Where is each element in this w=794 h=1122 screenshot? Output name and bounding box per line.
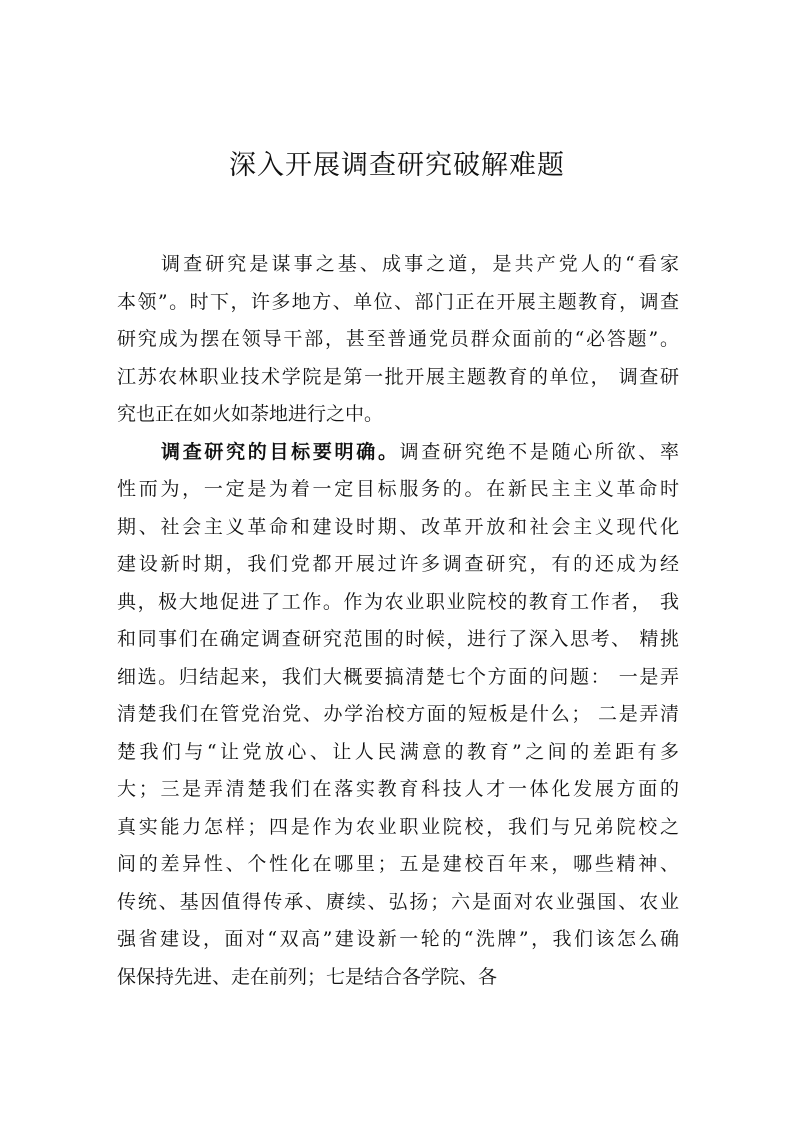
paragraph-line: 保保持先进、走在前列；七是结合各学院、各 [117, 965, 498, 988]
paragraph-line: 性而为，一定是为着一定目标服务的。在新民主主义革命时 [117, 478, 679, 500]
paragraph-2 [117, 434, 679, 997]
paragraph-line: 清楚我们在管党治党、办学治校方面的短板是什么； 二是弄清 [117, 703, 679, 725]
document-body [117, 246, 679, 996]
paragraph-line: 建设新时期，我们党都开展过许多调查研究，有的还成为经 [117, 553, 679, 575]
section-heading: 调查研究的目标要明确。 [161, 440, 400, 463]
paragraph-line: 调查研究是谋事之基、成事之道，是共产党人的“看家 [161, 253, 679, 275]
document-title: 深入开展调查研究破解难题 [229, 150, 565, 181]
paragraph-line: 和同事们在确定调查研究范围的时候，进行了深入思考、 精挑 [117, 628, 679, 650]
paragraph-line: 江苏农林职业技术学院是第一批开展主题教育的单位， 调查研 [117, 365, 679, 388]
paragraph-line: 本领”。时下，许多地方、单位、部门正在开展主题教育，调查 [117, 290, 679, 313]
paragraph-line: 传统、基因值得传承、赓续、弘扬；六是面对农业强国、农业 [117, 890, 679, 913]
paragraph-line: 强省建设，面对“双高”建设新一轮的“洗牌”，我们该怎么确 [117, 928, 679, 950]
paragraph-line: 真实能力怎样；四是作为农业职业院校，我们与兄弟院校之 [117, 815, 679, 838]
paragraph-line: 大；三是弄清楚我们在落实教育科技人才一体化发展方面的 [117, 778, 679, 800]
paragraph-line: 期、社会主义革命和建设时期、改革开放和社会主义现代化 [117, 515, 679, 538]
paragraph-line: 间的差异性、个性化在哪里；五是建校百年来，哪些精神、 [117, 853, 679, 875]
paragraph-line: 楚我们与“让党放心、让人民满意的教育”之间的差距有多 [117, 740, 679, 763]
paragraph-first-line [117, 434, 679, 472]
paragraph-line: 典，极大地促进了工作。作为农业职业院校的教育工作者， 我 [117, 590, 679, 613]
paragraph-line: 究也正在如火如荼地进行之中。 [117, 403, 384, 425]
paragraph-line: 研究成为摆在领导干部，甚至普通党员群众面前的“必答题”。 [117, 328, 679, 350]
paragraph-line: 细选。归结起来，我们大概要搞清楚七个方面的问题： 一是弄 [117, 665, 679, 688]
paragraph-1 [117, 246, 679, 434]
paragraph-line-rest: 调查研究绝不是随心所欲、率 [399, 440, 679, 463]
